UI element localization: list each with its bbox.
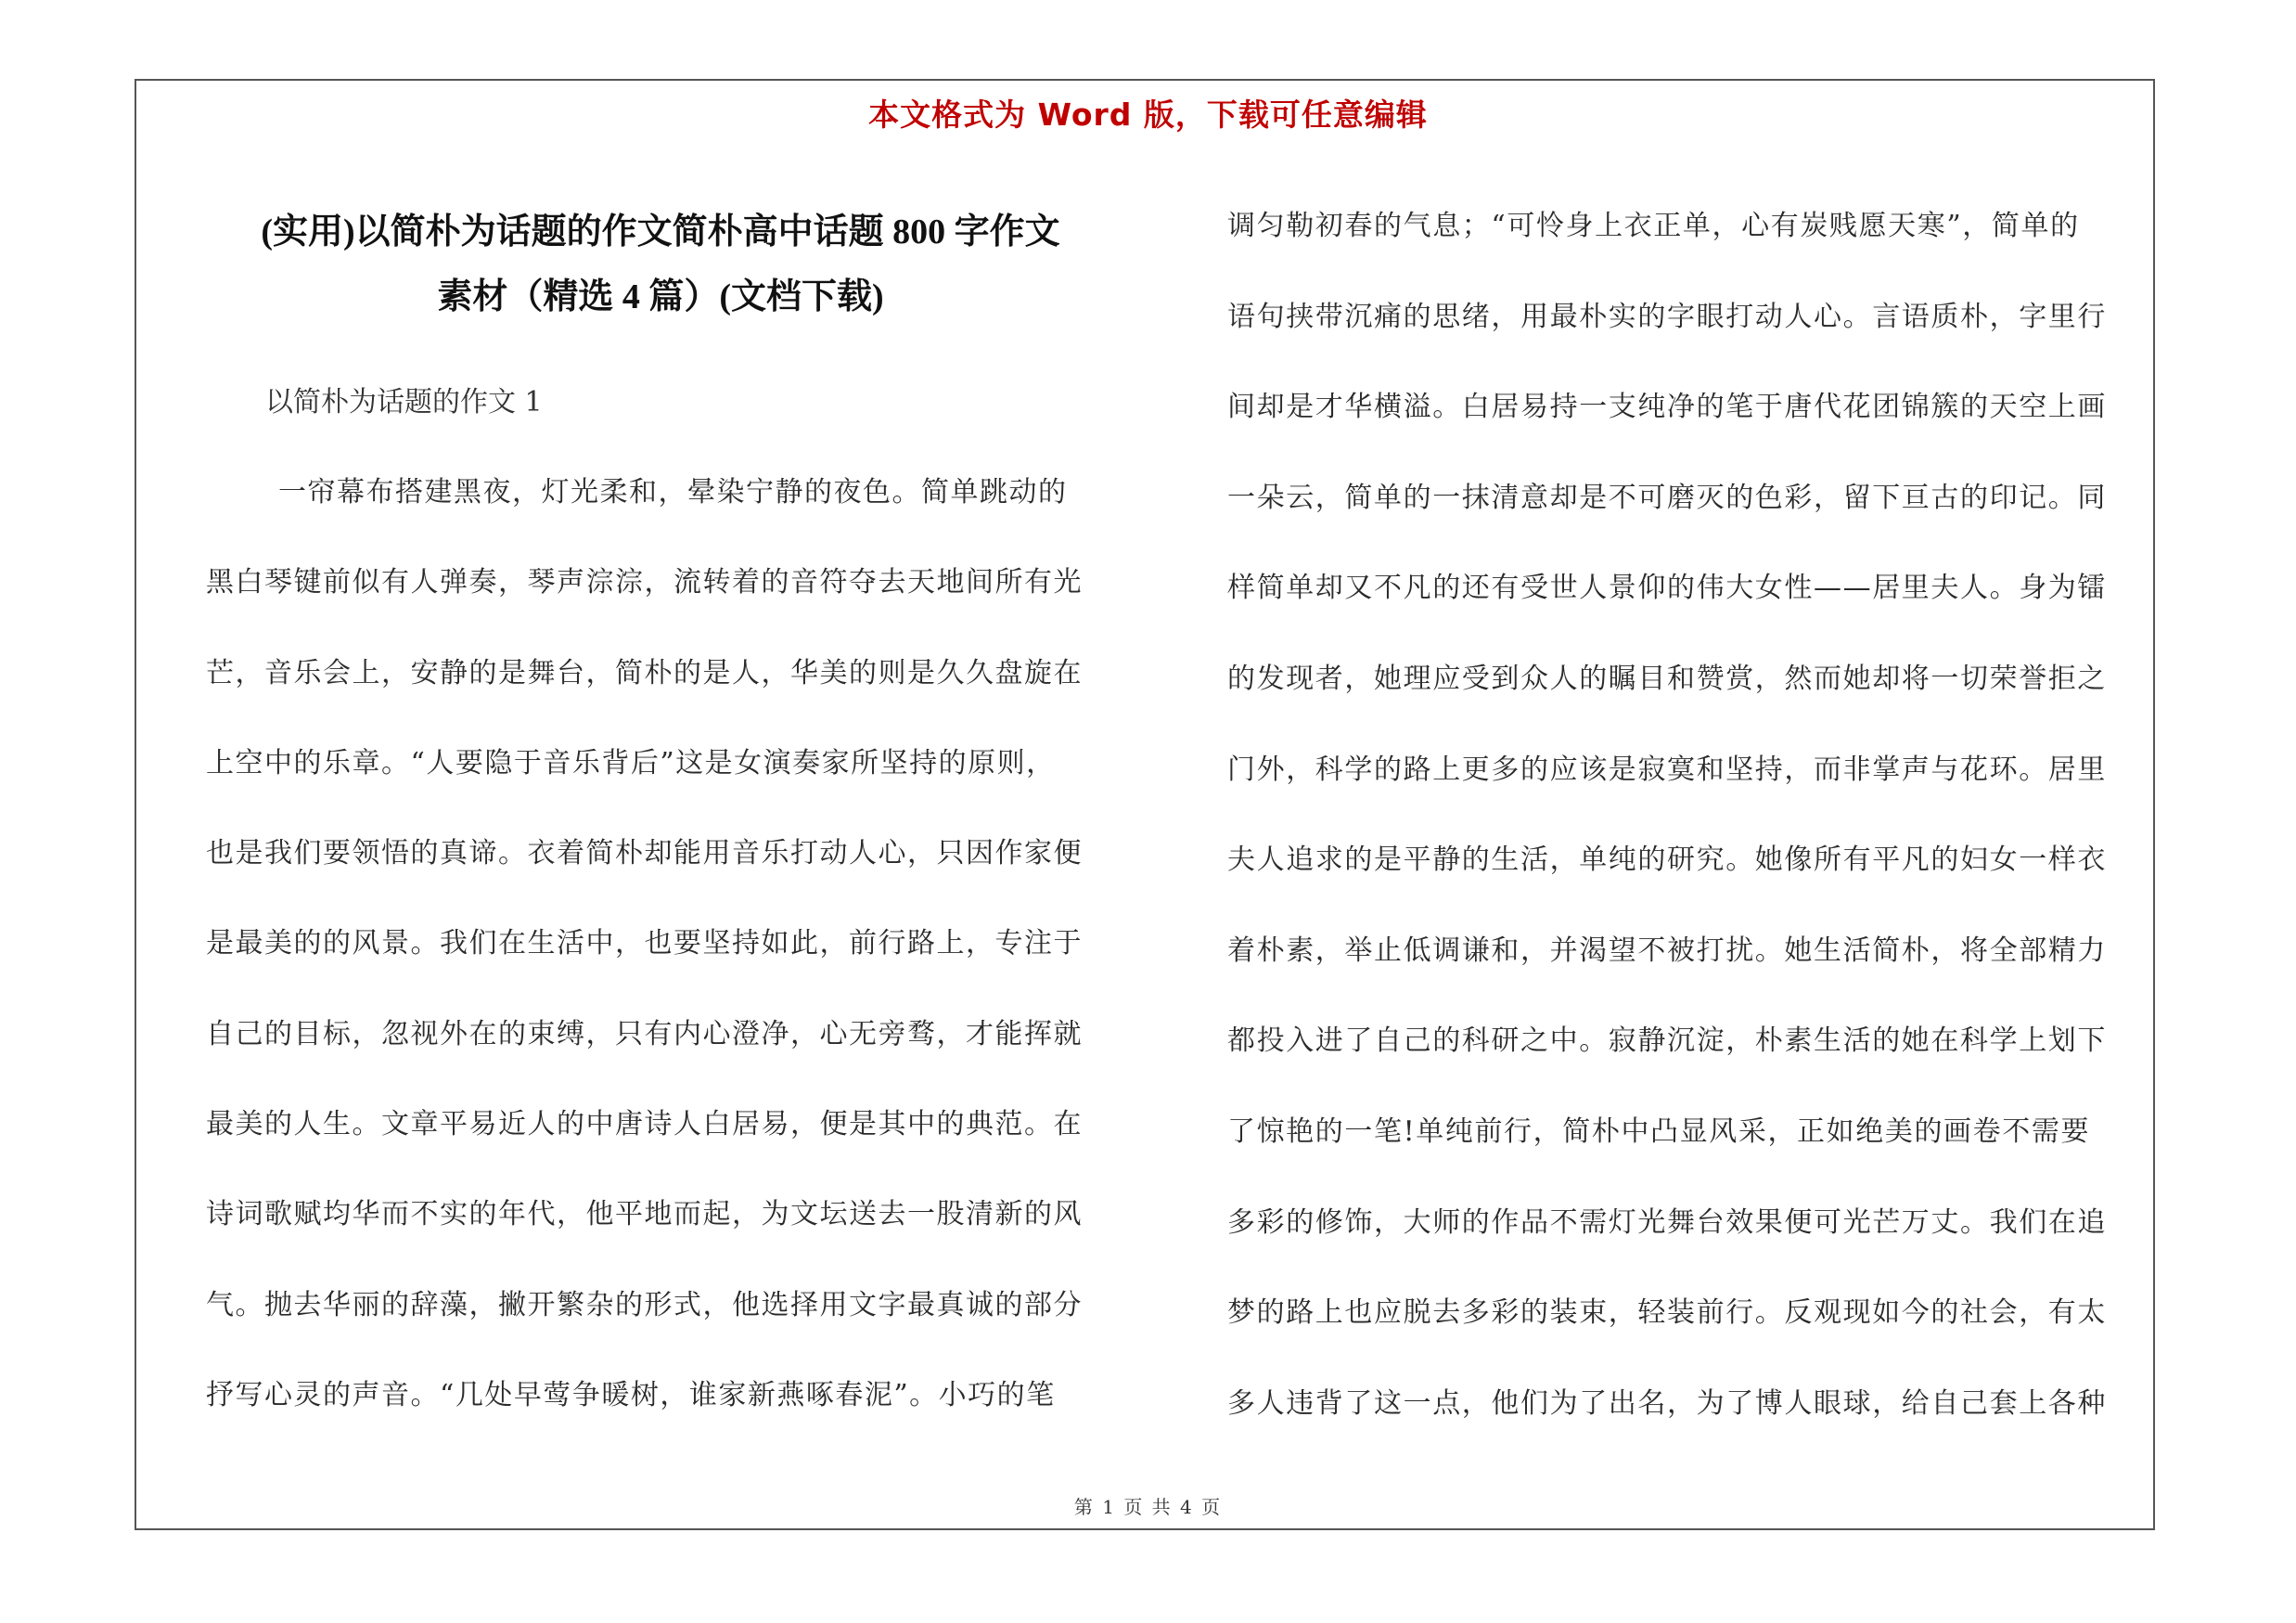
text-line: 了惊艳的一笔!单纯前行，简朴中凸显风采，正如绝美的画卷不需要 — [1227, 1114, 2091, 1148]
document-title — [150, 200, 1171, 329]
page-footer: 第 1 页 共 4 页 — [1073, 1496, 1223, 1518]
text-line: 调匀勒初春的气息；“可怜身上衣正单，心有炭贱愿天寒”，简单的 — [1227, 210, 2080, 242]
title-line-1: (实用)以简朴为话题的作文简朴高中话题 800 字作文 — [261, 213, 1060, 251]
text-line: 芒，音乐会上，安静的是舞台，简朴的是人，华美的则是久久盘旋在 — [206, 656, 1083, 689]
text-line: 最美的人生。文章平易近人的中唐诗人白居易，便是其中的典范。在 — [206, 1108, 1083, 1141]
format-banner: 本文格式为 Word 版，下载可任意编辑 — [868, 97, 1428, 133]
text-line: 诗词歌赋均华而不实的年代，他平地而起，为文坛送去一股清新的风 — [206, 1198, 1083, 1231]
text-line: 的发现者，她理应受到众人的瞩目和赞赏，然而她却将一切荣誉拒之 — [1227, 662, 2107, 695]
text-line: 是最美的的风景。我们在生活中，也要坚持如此，前行路上，专注于 — [206, 927, 1083, 960]
right-column — [1227, 181, 2155, 1449]
text-line: 梦的路上也应脱去多彩的装束，轻装前行。反观现如今的社会，有太 — [1227, 1296, 2107, 1330]
text-line: 一朵云，简单的一抹清意却是不可磨灭的色彩，留下亘古的印记。同 — [1227, 481, 2107, 514]
text-line: 着朴素，举止低调谦和，并渴望不被打扰。她生活简朴，将全部精力 — [1227, 934, 2107, 967]
right-body-text — [1227, 181, 2155, 1449]
text-line: 都投入进了自己的科研之中。寂静沉淀，朴素生活的她在科学上划下 — [1227, 1024, 2107, 1058]
section-heading: 以简朴为话题的作文 1 — [265, 386, 543, 419]
text-line: 语句挟带沉痛的思绪，用最朴实的字眼打动人心。言语质朴，字里行 — [1227, 300, 2107, 333]
text-line: 自己的目标，忽视外在的束缚，只有内心澄净，心无旁骛，才能挥就 — [206, 1017, 1083, 1050]
text-line: 多彩的修饰，大师的作品不需灯光舞台效果便可光芒万丈。我们在追 — [1227, 1205, 2107, 1239]
text-line: 夫人追求的是平静的生活，单纯的研究。她像所有平凡的妇女一样衣 — [1227, 844, 2107, 877]
text-line: 样简单却又不凡的还有受世人景仰的伟大女性——居里夫人。身为镭 — [1227, 572, 2107, 605]
left-body-text — [206, 447, 1143, 1440]
text-line: 抒写心灵的声音。“几处早莺争暖树，谁家新燕啄春泥”。小巧的笔 — [206, 1378, 1056, 1411]
text-line: 气。抛去华丽的辞藻，撇开繁杂的形式，他选择用文字最真诚的部分 — [206, 1288, 1083, 1321]
text-line: 间却是才华横溢。白居易持一支纯净的笔于唐代花团锦簇的天空上画 — [1227, 391, 2107, 424]
text-line: 上空中的乐章。“人要隐于音乐背后”这是女演奏家所坚持的原则， — [206, 746, 1056, 779]
left-column — [206, 200, 1143, 1440]
title-line-2: 素材（精选 4 篇）(文档下载) — [437, 277, 884, 316]
text-line: 也是我们要领悟的真谛。衣着简朴却能用音乐打动人心，只因作家便 — [206, 837, 1083, 870]
text-line: 门外，科学的路上更多的应该是寂寞和坚持，而非掌声与花环。居里 — [1227, 753, 2107, 786]
text-line: 一帘幕布搭建黑夜，灯光柔和，晕染宁静的夜色。简单跳动的 — [278, 476, 1068, 509]
text-line: 黑白琴键前似有人弹奏，琴声淙淙，流转着的音符夺去天地间所有光 — [206, 566, 1083, 599]
text-line: 多人违背了这一点，他们为了出名，为了博人眼球，给自己套上各种 — [1227, 1386, 2107, 1420]
